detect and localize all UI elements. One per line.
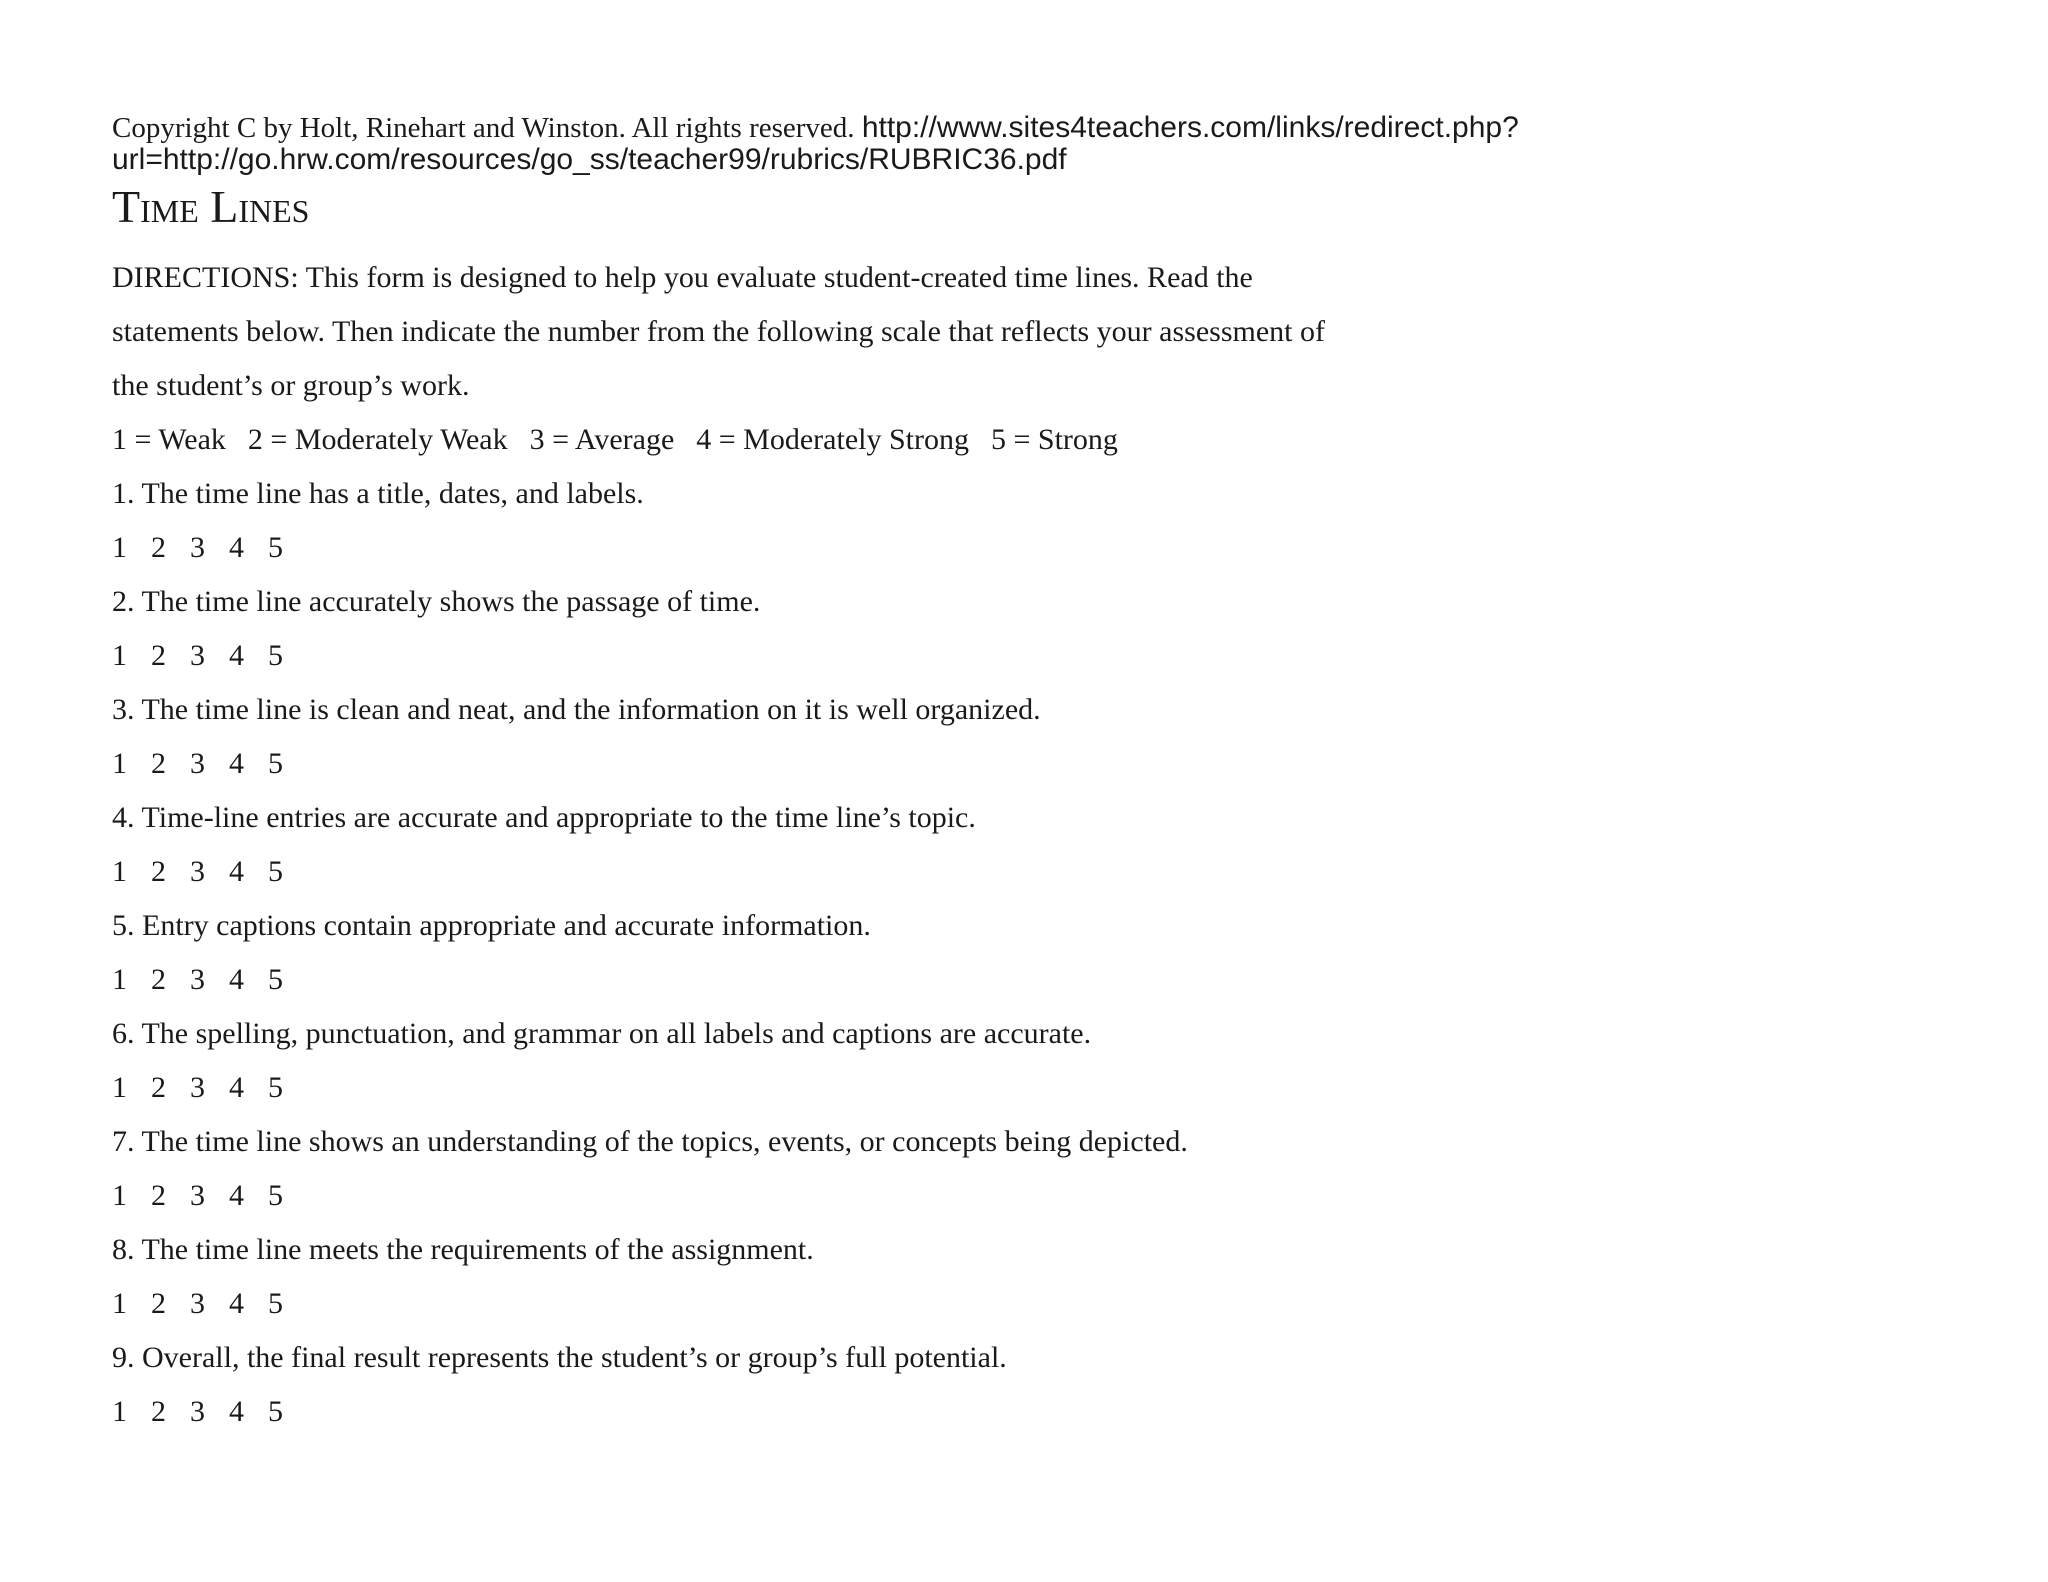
rubric-statement: 4. Time-line entries are accurate and appropriate to the time line’s topic. [112,801,976,834]
rating-option[interactable]: 2 [151,747,166,780]
copyright-text: Copyright C by Holt, Rinehart and Winston. All rights reserved. [112,112,862,144]
rating-option[interactable]: 2 [151,1395,166,1428]
rating-row [112,1061,1962,1115]
rating-option[interactable]: 4 [229,1071,244,1104]
rating-row [112,1277,1962,1331]
rubric-statement: 8. The time line meets the requirements of the assignment. [112,1233,814,1266]
rubric-statement: 5. Entry captions contain appropriate and accurate information. [112,909,871,942]
document-page [112,112,1962,1439]
rating-row [112,1385,1962,1439]
directions-line: statements below. Then indicate the number from the following scale that reflects your assessment of [112,315,1325,348]
rubric-statement: 3. The time line is clean and neat, and the information on it is well organized. [112,693,1041,726]
rating-option[interactable]: 4 [229,963,244,996]
rating-option[interactable]: 3 [190,855,205,888]
scale-weak: 1 = Weak [112,423,226,456]
rating-option[interactable]: 1 [112,531,127,564]
rating-option[interactable]: 2 [151,1287,166,1320]
rating-option[interactable]: 1 [112,747,127,780]
rating-option[interactable]: 1 [112,1287,127,1320]
rating-option[interactable]: 4 [229,531,244,564]
rubric-statement: 2. The time line accurately shows the passage of time. [112,585,761,618]
rating-option[interactable]: 5 [268,639,283,672]
rating-option[interactable]: 2 [151,531,166,564]
rating-option[interactable]: 3 [190,1395,205,1428]
rating-row [112,629,1962,683]
rubric-statement: 1. The time line has a title, dates, and labels. [112,477,644,510]
source-url-part2: url=http://go.hrw.com/resources/go_ss/teacher99/rubrics/RUBRIC36.pdf [112,143,1067,176]
directions-line: the student’s or group’s work. [112,369,470,402]
rating-option[interactable]: 1 [112,1179,127,1212]
directions-line: DIRECTIONS: This form is designed to help you evaluate student-created time lines. Read the [112,261,1253,294]
rating-option[interactable]: 5 [268,1179,283,1212]
rating-option[interactable]: 3 [190,747,205,780]
rating-option[interactable]: 2 [151,1179,166,1212]
rating-option[interactable]: 1 [112,963,127,996]
scale-average: 3 = Average [529,423,675,456]
rating-option[interactable]: 4 [229,1179,244,1212]
rating-row [112,953,1962,1007]
rating-option[interactable]: 4 [229,747,244,780]
rubric-statement: 9. Overall, the final result represents the student’s or group’s full potential. [112,1341,1007,1374]
rating-option[interactable]: 4 [229,639,244,672]
source-url-part1: http://www.sites4teachers.com/links/redirect.php? [861,111,1519,144]
rating-option[interactable]: 5 [268,855,283,888]
rating-option[interactable]: 1 [112,639,127,672]
rating-row [112,521,1962,575]
scale-moderately-weak: 2 = Moderately Weak [247,423,508,456]
rating-row [112,1169,1962,1223]
rubric-statement: 7. The time line shows an understanding of the topics, events, or concepts being depicted. [112,1125,1188,1158]
rating-option[interactable]: 5 [268,963,283,996]
rating-option[interactable]: 5 [268,1395,283,1428]
scale-strong: 5 = Strong [990,423,1118,456]
rating-option[interactable]: 3 [190,1179,205,1212]
rating-option[interactable]: 4 [229,1287,244,1320]
rating-row [112,737,1962,791]
rating-option[interactable]: 1 [112,1395,127,1428]
rating-option[interactable]: 4 [229,855,244,888]
rating-option[interactable]: 2 [151,855,166,888]
rating-option[interactable]: 2 [151,1071,166,1104]
rating-row [112,845,1962,899]
rating-option[interactable]: 3 [190,531,205,564]
copyright-header [112,112,1962,144]
rating-option[interactable]: 5 [268,747,283,780]
rating-option[interactable]: 1 [112,1071,127,1104]
rating-option[interactable]: 3 [190,963,205,996]
rating-option[interactable]: 2 [151,963,166,996]
scale-moderately-strong: 4 = Moderately Strong [696,423,969,456]
directions [112,251,1962,413]
rating-option[interactable]: 3 [190,639,205,672]
rubric-statement: 6. The spelling, punctuation, and grammar on all labels and captions are accurate. [112,1017,1092,1050]
rating-option[interactable]: 5 [268,531,283,564]
rating-option[interactable]: 1 [112,855,127,888]
rating-scale-legend [112,413,1962,467]
rating-option[interactable]: 3 [190,1071,205,1104]
page-title: Time Lines [112,181,310,232]
rating-option[interactable]: 3 [190,1287,205,1320]
rating-option[interactable]: 2 [151,639,166,672]
rating-option[interactable]: 4 [229,1395,244,1428]
rubric-items [112,467,1962,1439]
rating-option[interactable]: 5 [268,1287,283,1320]
rating-option[interactable]: 5 [268,1071,283,1104]
